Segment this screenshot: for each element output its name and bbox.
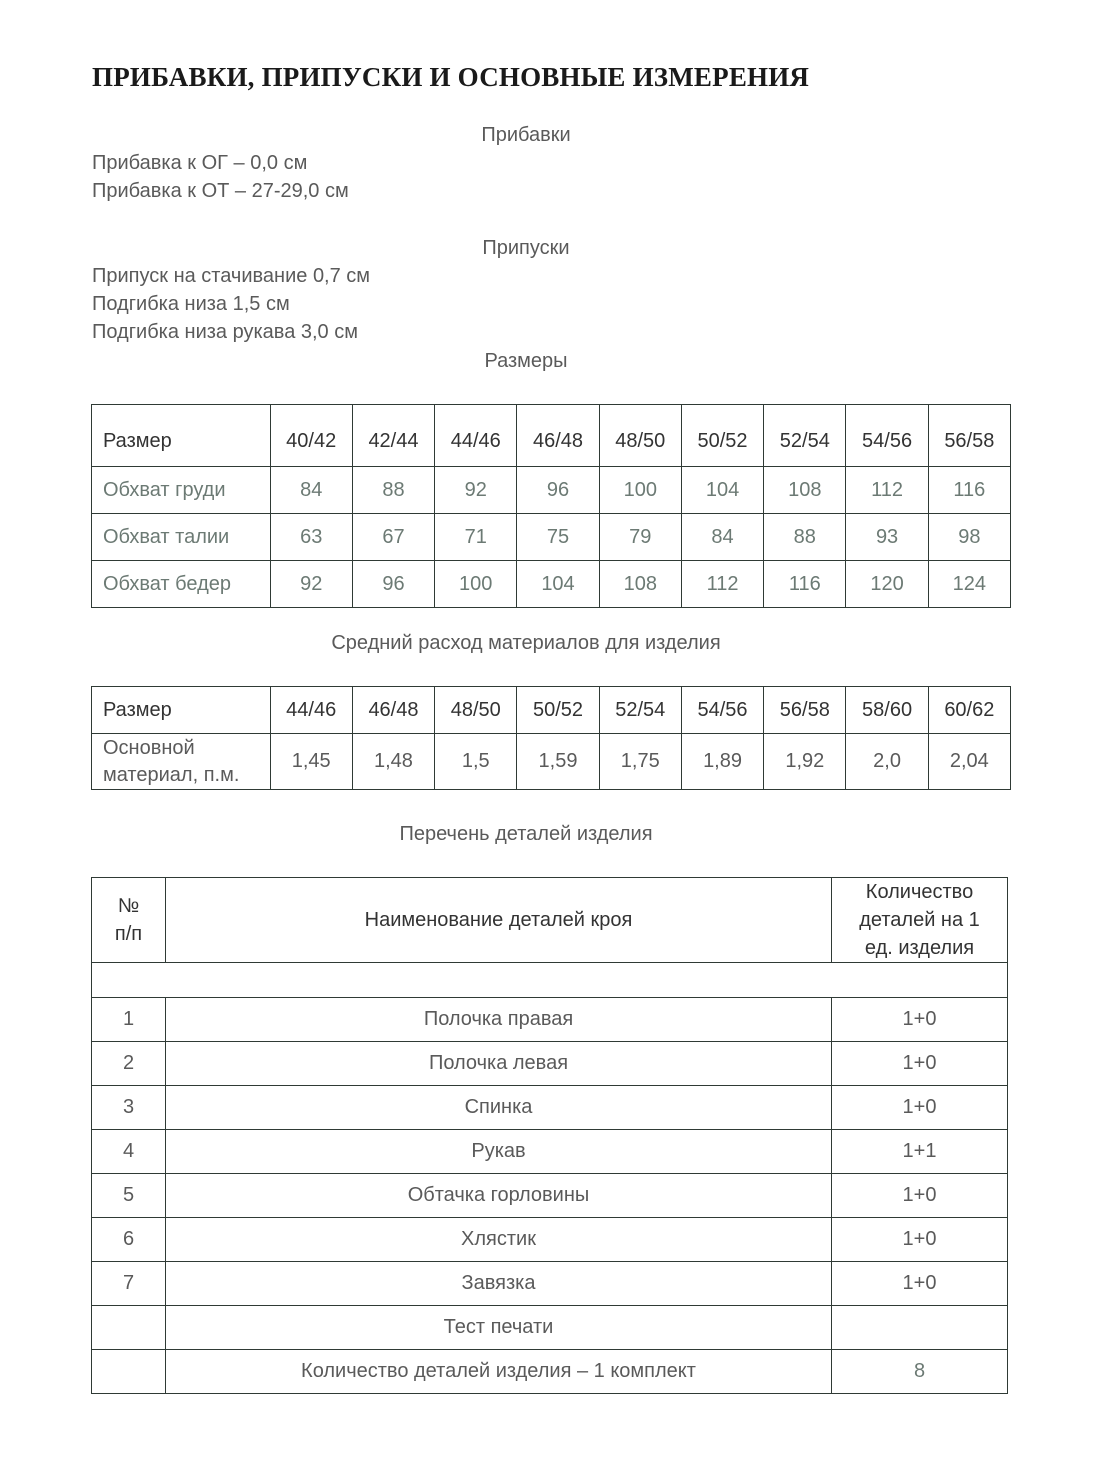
table-header-row xyxy=(92,405,1011,467)
header-text: Количество xyxy=(865,881,974,903)
item-quantity: 1+1 xyxy=(832,1130,1008,1174)
item-name: Спинка xyxy=(166,1086,832,1130)
table-row xyxy=(92,998,1008,1042)
size-column: 44/46 xyxy=(270,687,352,734)
header-cell: Размер xyxy=(92,687,271,734)
size-column: 54/56 xyxy=(846,405,928,467)
table-cell: 96 xyxy=(517,467,599,514)
header-cell-quantity xyxy=(832,878,1008,963)
header-text: № xyxy=(117,895,140,917)
row-label: Обхват груди xyxy=(92,467,271,514)
item-quantity: 1+0 xyxy=(832,1218,1008,1262)
header-cell-number xyxy=(92,878,166,963)
test-print-label: Тест печати xyxy=(166,1306,832,1350)
table-cell: 79 xyxy=(599,514,681,561)
table-cell: 75 xyxy=(517,514,599,561)
item-number: 7 xyxy=(92,1262,166,1306)
item-name: Полочка левая xyxy=(166,1042,832,1086)
table-cell: 2,04 xyxy=(928,734,1010,790)
materials-heading: Средний расход материалов для изделия xyxy=(331,632,721,654)
item-name: Завязка xyxy=(166,1262,832,1306)
page-title: ПРИБАВКИ, ПРИПУСКИ И ОСНОВНЫЕ ИЗМЕРЕНИЯ xyxy=(92,62,810,92)
size-column: 60/62 xyxy=(928,687,1010,734)
seam-line: Подгибка низа рукава 3,0 см xyxy=(92,321,358,343)
table-cell: 1,48 xyxy=(352,734,434,790)
size-column: 58/60 xyxy=(846,687,928,734)
table-row xyxy=(92,1174,1008,1218)
table-cell: 96 xyxy=(352,561,434,608)
item-number: 6 xyxy=(92,1218,166,1262)
table-cell: 120 xyxy=(846,561,928,608)
table-cell: 67 xyxy=(352,514,434,561)
size-column: 40/42 xyxy=(270,405,352,467)
item-quantity: 1+0 xyxy=(832,1086,1008,1130)
table-cell: 92 xyxy=(435,467,517,514)
table-header-row xyxy=(92,878,1008,963)
item-name: Рукав xyxy=(166,1130,832,1174)
row-label: Обхват талии xyxy=(92,514,271,561)
size-column: 52/54 xyxy=(599,687,681,734)
table-row xyxy=(92,561,1011,608)
table-row xyxy=(92,514,1011,561)
sizes-heading: Размеры xyxy=(484,350,568,372)
size-column: 48/50 xyxy=(599,405,681,467)
seams-heading: Припуски xyxy=(482,237,570,259)
row-label xyxy=(92,734,271,790)
item-quantity: 1+0 xyxy=(832,1042,1008,1086)
table-cell: 124 xyxy=(928,561,1010,608)
table-cell: 1,45 xyxy=(270,734,352,790)
allowance-line: Прибавка к ОТ – 27-29,0 см xyxy=(92,180,349,202)
header-text: п/п xyxy=(114,923,143,945)
table-cell: 98 xyxy=(928,514,1010,561)
table-cell: 1,75 xyxy=(599,734,681,790)
empty-cell xyxy=(92,1350,166,1394)
table-cell: 63 xyxy=(270,514,352,561)
size-column: 56/58 xyxy=(764,687,846,734)
parts-table xyxy=(91,877,1008,1394)
size-column: 46/48 xyxy=(352,687,434,734)
item-number: 2 xyxy=(92,1042,166,1086)
item-quantity: 1+0 xyxy=(832,1262,1008,1306)
size-column: 46/48 xyxy=(517,405,599,467)
item-name: Хлястик xyxy=(166,1218,832,1262)
size-column: 56/58 xyxy=(928,405,1010,467)
table-cell: 104 xyxy=(681,467,763,514)
table-cell: 1,59 xyxy=(517,734,599,790)
sizes-table xyxy=(91,404,1011,608)
table-cell: 116 xyxy=(928,467,1010,514)
table-cell: 1,89 xyxy=(681,734,763,790)
size-column: 42/44 xyxy=(352,405,434,467)
blank-cell xyxy=(92,963,1008,998)
item-name: Обтачка горловины xyxy=(166,1174,832,1218)
header-text: деталей на 1 xyxy=(859,909,980,931)
item-quantity: 1+0 xyxy=(832,1174,1008,1218)
size-column: 52/54 xyxy=(764,405,846,467)
empty-cell xyxy=(832,1306,1008,1350)
table-cell: 112 xyxy=(681,561,763,608)
table-row xyxy=(92,467,1011,514)
total-row xyxy=(92,1350,1008,1394)
blank-row xyxy=(92,963,1008,998)
table-cell: 108 xyxy=(599,561,681,608)
header-cell: Размер xyxy=(92,405,271,467)
item-number: 4 xyxy=(92,1130,166,1174)
size-column: 54/56 xyxy=(681,687,763,734)
table-cell: 88 xyxy=(352,467,434,514)
size-column: 48/50 xyxy=(435,687,517,734)
empty-cell xyxy=(92,1306,166,1350)
item-number: 1 xyxy=(92,998,166,1042)
table-cell: 100 xyxy=(435,561,517,608)
row-label-line: Основной xyxy=(103,736,195,759)
table-cell: 116 xyxy=(764,561,846,608)
table-row xyxy=(92,1262,1008,1306)
header-cell-name: Наименование деталей кроя xyxy=(166,878,832,963)
table-cell: 108 xyxy=(764,467,846,514)
size-column: 44/46 xyxy=(435,405,517,467)
allowances-heading: Прибавки xyxy=(481,124,571,146)
item-number: 3 xyxy=(92,1086,166,1130)
table-header-row xyxy=(92,687,1011,734)
seam-line: Припуск на стачивание 0,7 см xyxy=(92,265,371,287)
total-value: 8 xyxy=(832,1350,1008,1394)
table-row xyxy=(92,734,1011,790)
table-cell: 93 xyxy=(846,514,928,561)
parts-heading: Перечень деталей изделия xyxy=(399,823,653,845)
table-cell: 88 xyxy=(764,514,846,561)
table-cell: 71 xyxy=(435,514,517,561)
table-row xyxy=(92,1042,1008,1086)
test-print-row xyxy=(92,1306,1008,1350)
row-label-line: материал, п.м. xyxy=(103,763,240,786)
header-text: ед. изделия xyxy=(864,937,975,959)
table-cell: 84 xyxy=(270,467,352,514)
table-row xyxy=(92,1086,1008,1130)
total-label: Количество деталей изделия – 1 комплект xyxy=(166,1350,832,1394)
table-row xyxy=(92,1130,1008,1174)
table-cell: 112 xyxy=(846,467,928,514)
size-column: 50/52 xyxy=(681,405,763,467)
row-label: Обхват бедер xyxy=(92,561,271,608)
table-cell: 92 xyxy=(270,561,352,608)
item-quantity: 1+0 xyxy=(832,998,1008,1042)
table-cell: 84 xyxy=(681,514,763,561)
table-cell: 2,0 xyxy=(846,734,928,790)
table-cell: 100 xyxy=(599,467,681,514)
item-name: Полочка правая xyxy=(166,998,832,1042)
table-cell: 104 xyxy=(517,561,599,608)
size-column: 50/52 xyxy=(517,687,599,734)
table-cell: 1,5 xyxy=(435,734,517,790)
item-number: 5 xyxy=(92,1174,166,1218)
allowance-line: Прибавка к ОГ – 0,0 см xyxy=(92,152,308,174)
table-row xyxy=(92,1218,1008,1262)
materials-table xyxy=(91,686,1011,790)
table-cell: 1,92 xyxy=(764,734,846,790)
seam-line: Подгибка низа 1,5 см xyxy=(92,293,290,315)
